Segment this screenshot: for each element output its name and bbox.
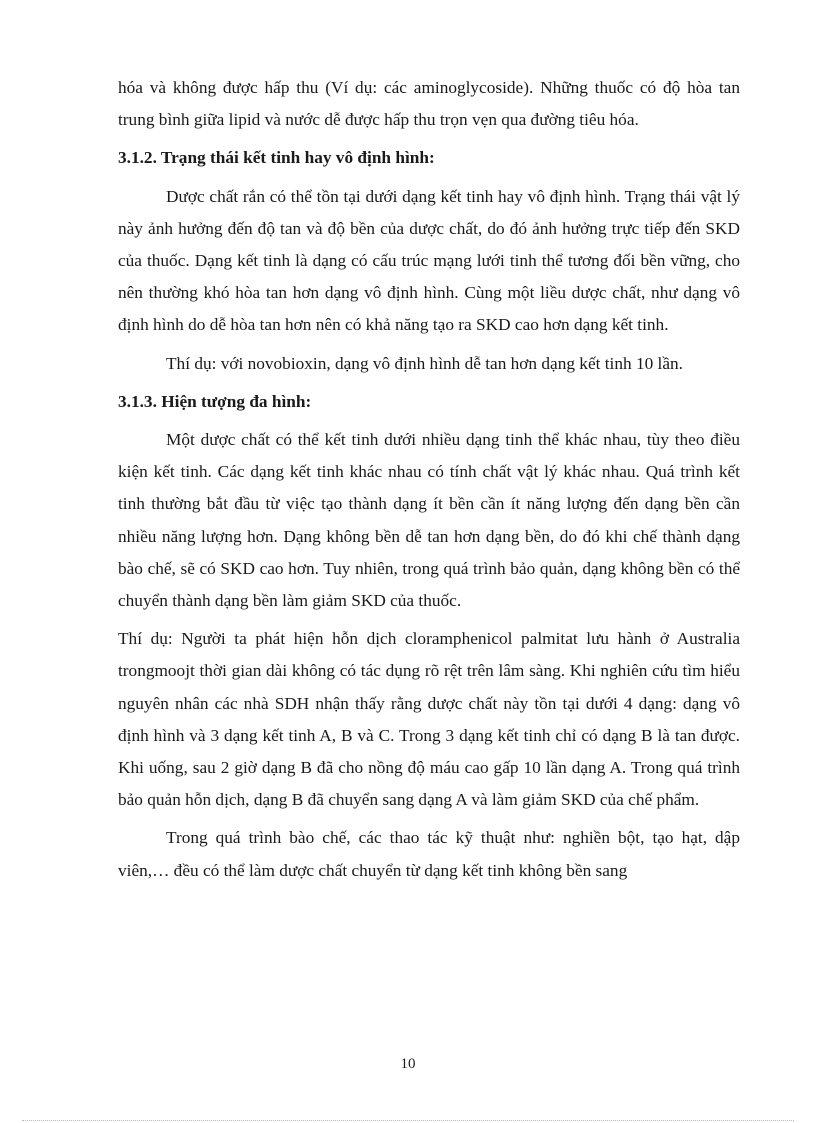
section-heading-3-1-2: 3.1.2. Trạng thái kết tinh hay vô định hình:	[118, 148, 435, 168]
page-number: 10	[400, 1056, 416, 1072]
paragraph-continuation: hóa và không được hấp thu (Ví dụ: các aminoglycoside). Những thuốc có độ hòa tan trung bình giữa lipid và nước dễ được hấp thu trọn vẹn qua đường tiêu hóa.	[118, 78, 740, 130]
paragraph-novobiocin-example: Thí dụ: với novobioxin, dạng vô định hình dễ tan hơn dạng kết tinh 10 lần.	[166, 353, 683, 373]
paragraph-manufacturing: Trong quá trình bào chế, các thao tác kỹ thuật như: nghiền bột, tạo hạt, dập viên,… đều có thể làm dược chất chuyển từ dạng kết tinh không bền sang	[118, 828, 740, 880]
section-heading-3-1-3: 3.1.3. Hiện tượng đa hình:	[118, 391, 312, 411]
page-bottom-divider	[22, 1120, 794, 1121]
paragraph-crystalline-state: Dược chất rắn có thể tồn tại dưới dạng kết tinh hay vô định hình. Trạng thái vật lý này ảnh hưởng đến độ tan và độ bền của dược chất, do đó ảnh hưởng trực tiếp đến SKD của thuốc. Dạng kết tinh là dạng có cấu trúc mạng lưới tinh thể tương đối bền vững, cho nên thường khó hòa tan hơn dạng vô định hình. Cùng một liều dược chất, như dạng vô định hình do dễ hòa tan hơn nên có khả năng tạo ra SKD cao hơn dạng kết tinh.	[118, 186, 740, 335]
paragraph-polymorphism: Một dược chất có thể kết tinh dưới nhiều dạng tinh thể khác nhau, tùy theo điều kiện kết tinh. Các dạng kết tinh khác nhau có tính chất vật lý khác nhau. Quá trình kết tinh thường bắt đầu từ việc tạo thành dạng ít bền cần ít năng lượng đến dạng bền cần nhiều năng lượng hơn. Dạng không bền dễ tan hơn dạng bền, do đó khi chế thành dạng bào chế, sẽ có SKD cao hơn. Tuy nhiên, trong quá trình bảo quản, dạng không bền có thể chuyển thành dạng bền làm giảm SKD của thuốc.	[118, 430, 740, 611]
page-body	[118, 72, 740, 887]
paragraph-chloramphenicol-example: Thí dụ: Người ta phát hiện hỗn dịch cloramphenicol palmitat lưu hành ở Australia trongmoojt thời gian dài không có tác dụng rõ rệt trên lâm sàng. Khi nghiên cứu tìm hiểu nguyên nhân các nhà SDH nhận thấy rằng dược chất này tồn tại dưới 4 dạng: dạng vô định hình và 3 dạng kết tinh A, B và C. Trong 3 dạng kết tinh chỉ có dạng B là tan được. Khi uống, sau 2 giờ dạng B đã cho nồng độ máu cao gấp 10 lần dạng A. Trong quá trình bảo quản hỗn dịch, dạng B đã chuyển sang dạng A và làm giảm SKD của chế phẩm.	[118, 629, 740, 810]
